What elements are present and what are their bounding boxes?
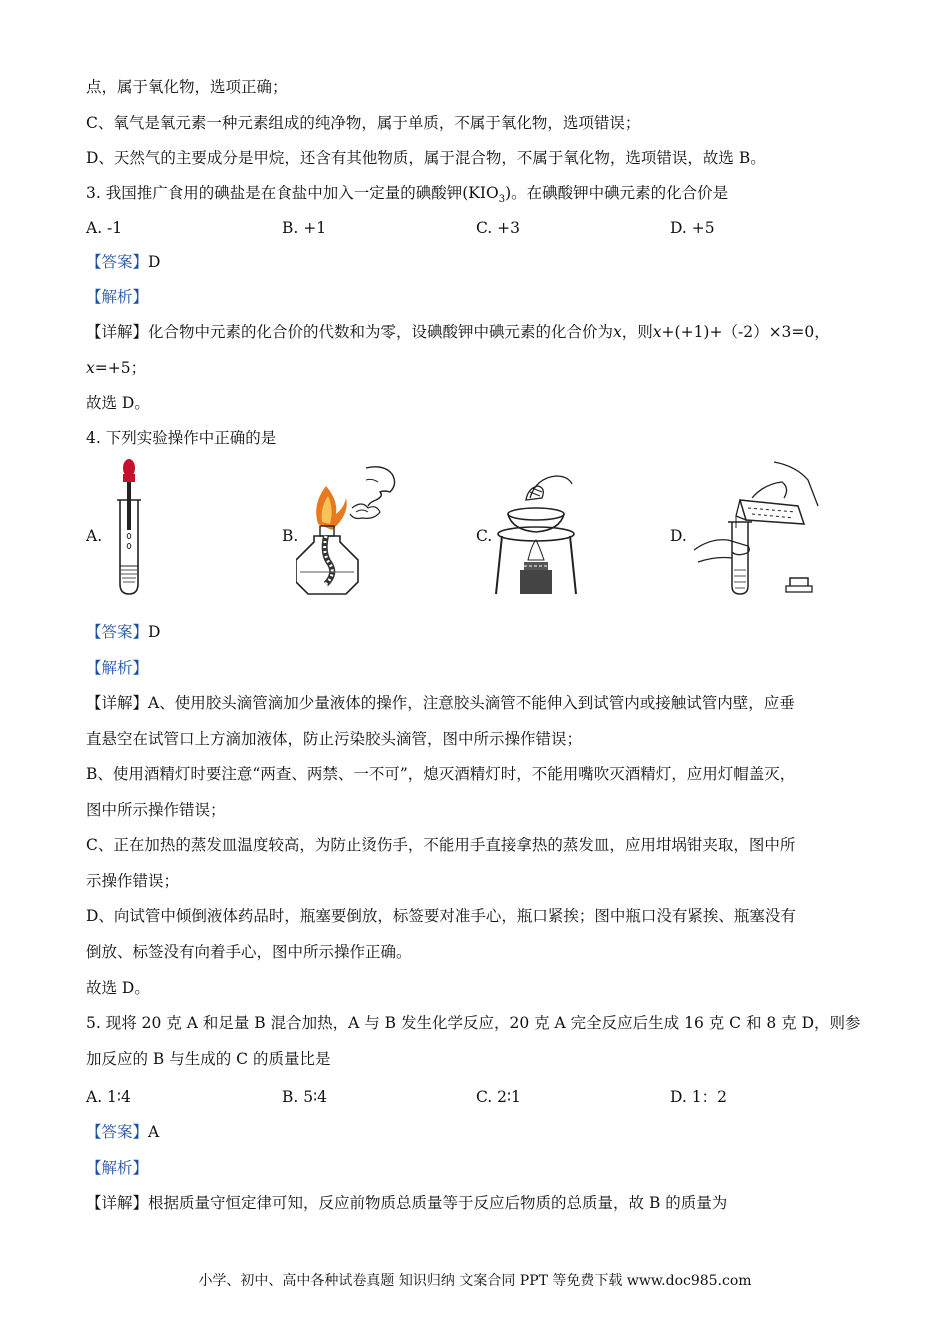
question-4: 4. 下列实验操作中正确的是	[86, 429, 277, 447]
answer-value: D	[148, 253, 161, 271]
option-d-label: D.	[670, 527, 687, 545]
option-a-label: A.	[86, 527, 103, 545]
option-a: A. 1∶4	[86, 1088, 131, 1106]
text-line: 点，属于氧化物，选项正确；	[86, 78, 288, 96]
answer-line	[86, 622, 160, 642]
answer-tag: 【答案】	[86, 253, 149, 271]
detail-tag: 【详解】	[86, 1194, 149, 1212]
option-c-label: C.	[476, 527, 493, 545]
evaporating-dish-heating-figure	[490, 470, 582, 598]
detail-line: B、使用酒精灯时要注意“两查、两禁、一不可”，熄灭酒精灯时，不能用嘴吹灭酒精灯，应用灯帽盖灭，	[86, 765, 796, 783]
detail-line	[86, 1193, 727, 1213]
detail-line	[86, 693, 795, 713]
option-b: B. 5∶4	[282, 1088, 328, 1106]
option-d: D. 1：2	[670, 1088, 727, 1106]
option-c: C. +3	[476, 219, 521, 237]
pouring-liquid-figure	[686, 458, 826, 598]
answer-line	[86, 1122, 159, 1142]
detail-text: 根据质量守恒定律可知，反应前物质总质量等于反应后物质的总质量，故 B 的质量为	[148, 1194, 728, 1212]
detail-text: ，则	[621, 323, 653, 341]
answer-line	[86, 252, 160, 272]
alcohol-lamp-blowing-figure	[296, 464, 408, 600]
conclusion: 故选 D。	[86, 394, 150, 412]
question-3-text: 3. 我国推广食用的碘盐是在食盐中加入一定量的碘酸钾(KIO	[86, 184, 499, 202]
detail-equation: +(+1)+（-2）×3=0，	[661, 323, 830, 341]
detail-text: 化合物中元素的化合价的代数和为零，设碘酸钾中碘元素的化合价为	[148, 323, 614, 341]
question-3-tail: )。在碘酸钾中碘元素的化合价是	[505, 184, 729, 202]
dropper-test-tube-figure	[110, 456, 150, 598]
analysis-tag: 【解析】	[86, 1159, 149, 1177]
var-x: x	[613, 323, 622, 341]
detail-line: C、正在加热的蒸发皿温度较高，为防止烫伤手，不能用手直接拿热的蒸发皿，应用坩埚钳夹取，图中所	[86, 836, 796, 854]
text-line: C、氧气是氧元素一种元素组成的纯净物，属于单质，不属于氧化物，选项错误；	[86, 114, 641, 132]
option-d: D. +5	[670, 219, 715, 237]
analysis-tag: 【解析】	[86, 659, 149, 677]
question-5-cont: 加反应的 B 与生成的 C 的质量比是	[86, 1050, 331, 1068]
detail-text: =+5；	[94, 359, 147, 377]
detail-line: 图中所示操作错误；	[86, 801, 226, 819]
detail-line: D、向试管中倾倒液体药品时，瓶塞要倒放，标签要对准手心，瓶口紧挨；图中瓶口没有紧挨、瓶塞没有	[86, 907, 796, 925]
answer-value: A	[148, 1123, 160, 1141]
detail-tag: 【详解】	[86, 694, 149, 712]
question-3	[86, 183, 728, 210]
var-x: x	[86, 359, 95, 377]
option-b: B. +1	[282, 219, 327, 237]
detail-line: 倒放、标签没有向着手心，图中所示操作正确。	[86, 943, 412, 961]
answer-tag: 【答案】	[86, 1123, 149, 1141]
detail-tag: 【详解】	[86, 323, 149, 341]
detail-text: A、使用胶头滴管滴加少量液体的操作，注意胶头滴管不能伸入到试管内或接触试管内壁，应垂	[148, 694, 795, 712]
detail-line: 示操作错误；	[86, 872, 180, 890]
analysis-tag: 【解析】	[86, 288, 149, 306]
question-5: 5. 现将 20 克 A 和足量 B 混合加热，A 与 B 发生化学反应，20 克 A 完全反应后生成 16 克 C 和 8 克 D，则参	[86, 1014, 861, 1032]
var-x: x	[652, 323, 662, 341]
conclusion: 故选 D。	[86, 979, 150, 997]
answer-tag: 【答案】	[86, 623, 149, 641]
detail-line: 直悬空在试管口上方滴加液体，防止污染胶头滴管，图中所示操作错误；	[86, 730, 583, 748]
subscript: 3	[498, 194, 506, 206]
answer-value: D	[148, 623, 161, 641]
detail-line	[86, 322, 830, 342]
option-a: A. -1	[86, 219, 123, 237]
text-line: D、天然气的主要成分是甲烷，还含有其他物质，属于混合物，不属于氧化物，选项错误，故选 B。	[86, 149, 766, 167]
page-footer: 小学、初中、高中各种试卷真题 知识归纳 文案合同 PPT 等免费下载 www.doc985.com	[198, 1273, 752, 1289]
option-c: C. 2∶1	[476, 1088, 521, 1106]
option-b-label: B.	[282, 527, 299, 545]
detail-line	[86, 358, 146, 378]
